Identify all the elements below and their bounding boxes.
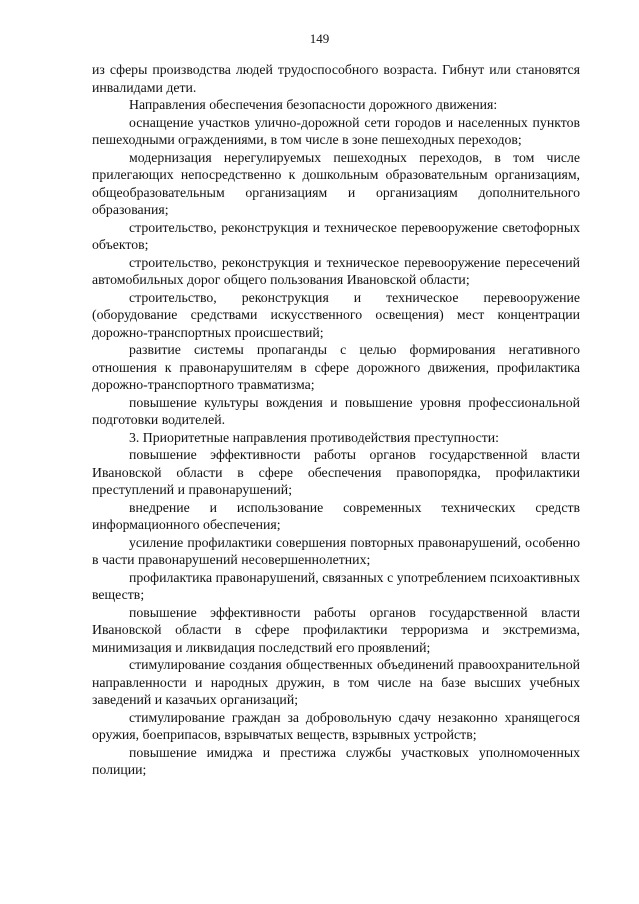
paragraph-item: стимулирование создания общественных объединений правоохранительной направленности и народных дружин, в том числе на базе высших учебных заведений и казачьих организаций; [92,657,580,707]
paragraph-item: профилактика правонарушений, связанных с употреблением психоактивных веществ; [92,569,580,602]
page-number: 149 [309,31,330,46]
paragraph-item: стимулирование граждан за добровольную сдачу незаконно хранящегося оружия, боеприпасов, взрывчатых веществ, взрывных устройств; [92,709,580,742]
paragraph-item: модернизация нерегулируемых пешеходных переходов, в том числе прилегающих непосредственно к дошкольным образовательным организациям, общеобразовательным организациям и организациям дополнительного образования; [92,149,580,217]
paragraph-section-3-heading: 3. Приоритетные направления противодействия преступности: [129,429,499,445]
paragraph-item: внедрение и использование современных технических средств информационного обеспечения; [92,499,580,532]
paragraph-item: строительство, реконструкция и техническое перевооружение (оборудование средствами искусственного освещения) мест концентрации дорожно-транспортных происшествий; [92,289,580,340]
paragraph-item: строительство, реконструкция и техническое перевооружение светофорных объектов; [92,219,580,252]
paragraph-item: усиление профилактики совершения повторных правонарушений, особенно в части правонарушений несовершеннолетних; [92,534,580,567]
paragraph-continuation: из сферы производства людей трудоспособного возраста. Гибнут или становятся инвалидами дети. [92,62,580,95]
paragraph-item: повышение культуры вождения и повышение уровня профессиональной подготовки водителей. [92,394,580,427]
paragraph-item: повышение эффективности работы органов государственной власти Ивановской области в сфере обеспечения правопорядка, профилактики преступлений и правонарушений; [92,447,580,497]
paragraph-item: развитие системы пропаганды с целью формирования негативного отношения к правонарушителям в сфере дорожного движения, профилактика дорожно-транспортного травматизма; [92,342,580,392]
paragraph-item: оснащение участков улично-дорожной сети городов и населенных пунктов пешеходными ограждениями, в том числе в зоне пешеходных переходов; [92,114,580,147]
paragraph-item: строительство, реконструкция и техническое перевооружение пересечений автомобильных дорог общего пользования Ивановской области; [92,254,580,287]
paragraph-road-safety-heading: Направления обеспечения безопасности дорожного движения: [129,97,498,112]
document-body [92,61,580,779]
paragraph-item: повышение эффективности работы органов государственной власти Ивановской области в сфере профилактики терроризма и экстремизма, минимизация и ликвидация последствий его проявлений; [92,604,580,655]
paragraph-item: повышение имиджа и престижа службы участковых уполномоченных полиции; [92,744,580,777]
